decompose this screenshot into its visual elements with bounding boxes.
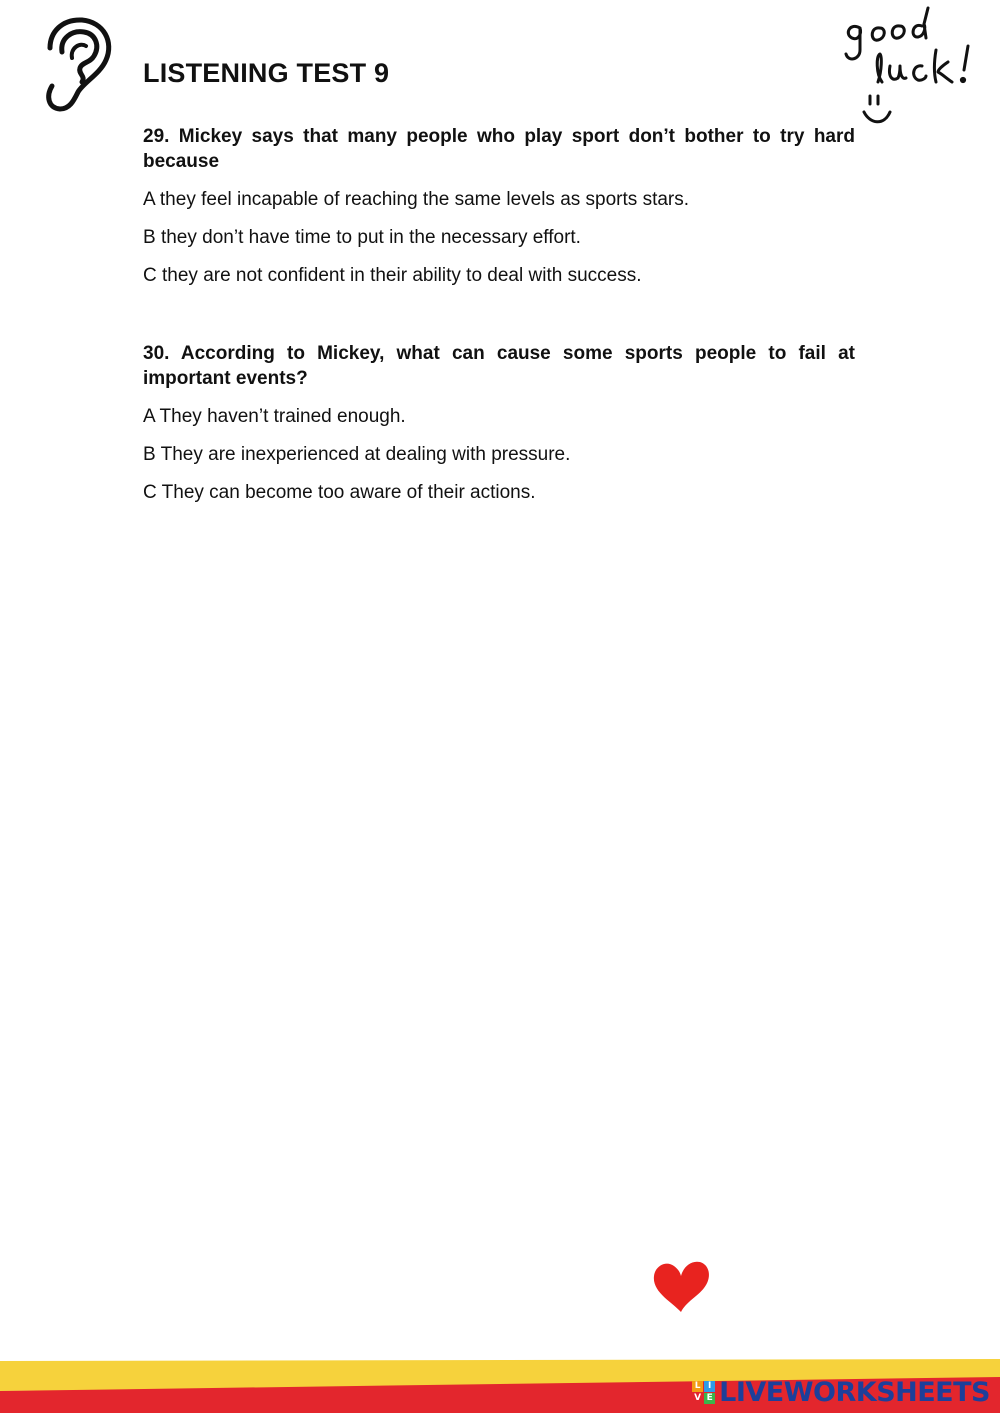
answer-option-c: C They can become too aware of their actions. bbox=[143, 482, 536, 503]
answer-option-a: A They haven’t trained enough. bbox=[143, 406, 406, 427]
brand-logo-icon: L I V E bbox=[692, 1381, 715, 1404]
question-30 bbox=[143, 341, 855, 505]
answer-option-a: A they feel incapable of reaching the same levels as sports stars. bbox=[143, 189, 690, 210]
good-luck-handwriting bbox=[838, 4, 988, 132]
question-prompt: 30. According to Mickey, what can cause some sports people to fail at important events? bbox=[143, 343, 855, 389]
answer-option-b: B They are inexperienced at dealing with pressure. bbox=[143, 444, 571, 465]
liveworksheets-logo bbox=[692, 1376, 990, 1408]
question-29 bbox=[143, 124, 855, 288]
answer-option-c: C they are not confident in their ability to deal with success. bbox=[143, 265, 642, 286]
question-prompt: 29. Mickey says that many people who play sport don’t bother to try hard because bbox=[143, 126, 855, 172]
answer-option-b: B they don’t have time to put in the necessary effort. bbox=[143, 227, 581, 248]
questions-section bbox=[143, 124, 855, 505]
page-title: LISTENING TEST 9 bbox=[143, 58, 390, 88]
brand-name: LIVEWORKSHEETS bbox=[719, 1376, 990, 1408]
heart-icon bbox=[650, 1258, 712, 1314]
ear-icon bbox=[44, 16, 116, 114]
